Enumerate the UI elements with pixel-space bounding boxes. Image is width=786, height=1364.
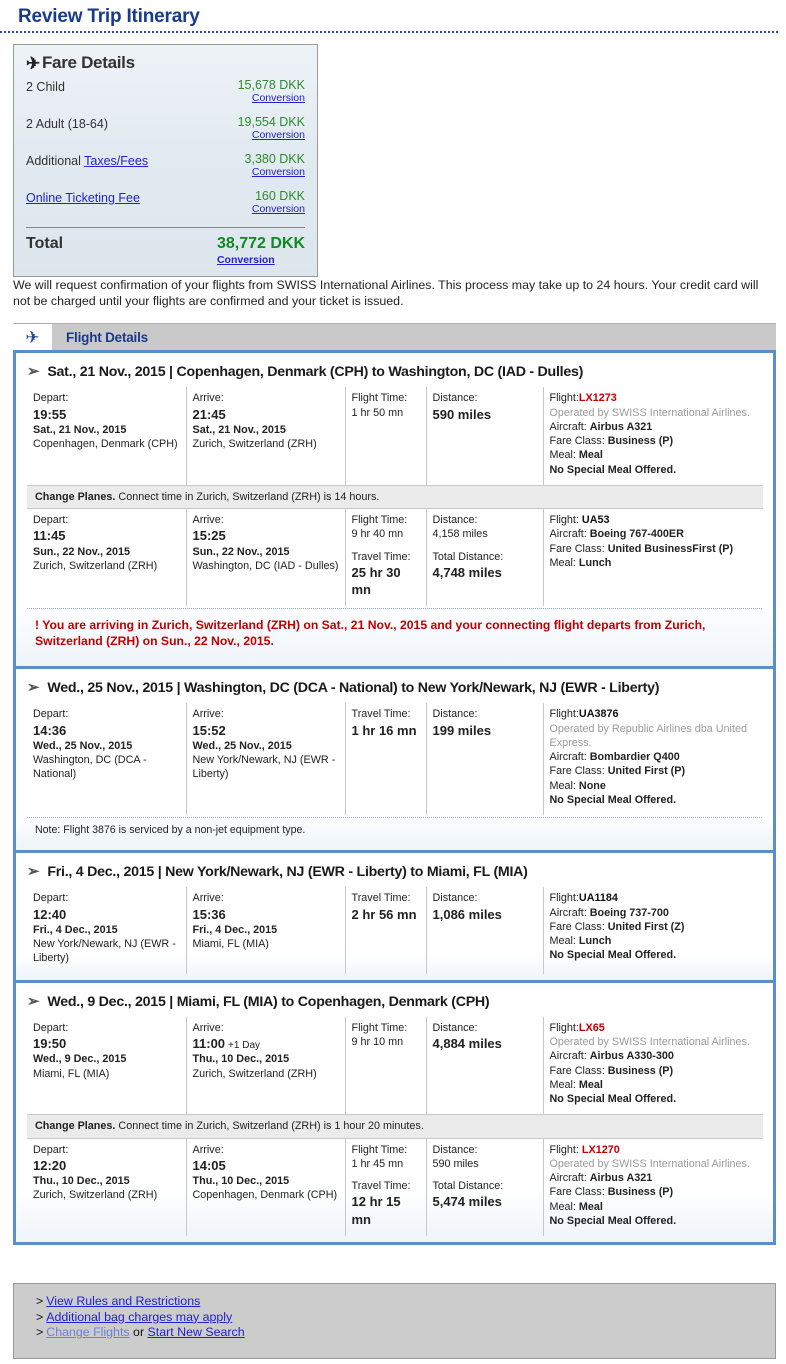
- view-rules-link[interactable]: View Rules and Restrictions: [46, 1294, 201, 1308]
- flight-label: Flight:: [549, 514, 582, 527]
- flight-segment-row: [27, 703, 763, 815]
- total-distance-label: Total Distance:: [432, 550, 504, 563]
- fare-class-value: Business (P): [607, 1186, 674, 1199]
- fare-total-row: [26, 235, 305, 266]
- flight-details-header: [13, 323, 776, 350]
- aircraft-label: Aircraft:: [549, 751, 590, 763]
- travel-time-value: 25 hr 30 mn: [351, 564, 401, 597]
- bullet-icon: >: [36, 1309, 44, 1324]
- flight-leg-title-text: Wed., 9 Dec., 2015 | Miami, FL (MIA) to Copenhagen, Denmark (CPH): [47, 993, 490, 1010]
- depart-date: Wed., 25 Nov., 2015: [33, 739, 133, 752]
- fare-details-heading: [26, 53, 305, 73]
- flight-segment-row: [27, 509, 763, 607]
- depart-time: 19:50: [33, 1036, 67, 1052]
- fare-row-label: 2 Adult (18-64): [26, 117, 108, 131]
- arrive-plus-day: +1 Day: [228, 1040, 261, 1052]
- fare-class-value: Business (P): [607, 435, 674, 448]
- fare-details-panel: [13, 44, 318, 277]
- or-text: or: [133, 1325, 145, 1340]
- conversion-link[interactable]: Conversion: [216, 254, 275, 266]
- arrive-time: 15:25: [192, 528, 226, 544]
- meal-value: Meal: [578, 1200, 603, 1213]
- flight-details-icon-cell: [13, 324, 53, 350]
- special-meal-note: No Special Meal Offered.: [549, 463, 677, 476]
- flight-segments-table: [27, 387, 763, 606]
- depart-date: Sat., 21 Nov., 2015: [33, 423, 127, 436]
- time-value: 9 hr 40 mn: [351, 528, 404, 541]
- operated-by: Operated by SWISS International Airlines.: [549, 1157, 750, 1170]
- depart-place: Zurich, Switzerland (ZRH): [33, 559, 158, 572]
- footer-row-bags: [36, 1310, 775, 1325]
- segment-time-cell: Flight Time: 9 hr 40 mn Travel Time: 25 hr 30 mn: [345, 509, 426, 607]
- meal-label: Meal:: [549, 1078, 579, 1091]
- depart-time: 11:45: [33, 528, 66, 544]
- distance-value: 199 miles: [432, 722, 492, 738]
- aircraft-value: Bombardier Q400: [589, 751, 680, 763]
- change-planes-text: Change Planes. Connect time in Zurich, Switzerland (ZRH) is 1 hour 20 minutes.: [27, 1115, 763, 1138]
- change-planes-row: [27, 1115, 763, 1138]
- taxes-fees-link[interactable]: Taxes/Fees: [84, 154, 149, 168]
- meal-value: Meal: [578, 449, 603, 462]
- segment-time-cell: Travel Time: 2 hr 56 mn: [345, 887, 426, 973]
- meal-label: Meal:: [549, 556, 579, 569]
- flight-leg: [16, 353, 773, 669]
- flight-number: UA53: [581, 514, 610, 527]
- fare-row-amount: 160 DKK: [254, 189, 305, 203]
- start-new-search-link[interactable]: Start New Search: [147, 1325, 245, 1340]
- travel-time-label: Travel Time:: [351, 1180, 411, 1193]
- flight-leg-title-text: Wed., 25 Nov., 2015 | Washington, DC (DCA - National) to New York/Newark, NJ (EWR - Liberty): [47, 679, 660, 696]
- flight-leg-title: [27, 677, 762, 703]
- fare-class-label: Fare Class:: [549, 435, 608, 448]
- distance-value: 590 miles: [432, 1157, 479, 1170]
- conversion-link[interactable]: Conversion: [251, 128, 305, 141]
- meal-label: Meal:: [549, 1200, 579, 1213]
- arrive-place: New York/Newark, NJ (EWR - Liberty): [192, 754, 336, 781]
- arrive-place: Zurich, Switzerland (ZRH): [192, 438, 317, 451]
- flight-label: Flight:: [549, 892, 579, 905]
- change-flights-link[interactable]: Change Flights: [46, 1325, 130, 1340]
- conversion-link[interactable]: Conversion: [251, 165, 305, 178]
- meal-label: Meal:: [549, 449, 579, 462]
- airplane-icon: ➢: [27, 992, 40, 1010]
- bullet-icon: >: [36, 1294, 44, 1308]
- fare-row-taxes: [26, 153, 305, 177]
- time-value: 1 hr 16 mn: [351, 722, 417, 738]
- meal-label: Meal:: [549, 779, 579, 792]
- special-meal-note: No Special Meal Offered.: [549, 1093, 677, 1106]
- flight-legs-container: [13, 350, 776, 1245]
- arrive-place: Miami, FL (MIA): [192, 938, 269, 951]
- arrive-date: Thu., 10 Dec., 2015: [192, 1053, 290, 1066]
- time-value: 1 hr 50 mn: [351, 406, 404, 419]
- distance-value: 590 miles: [432, 406, 492, 422]
- arrive-place: Zurich, Switzerland (ZRH): [192, 1067, 317, 1080]
- arrive-time: 15:36: [192, 906, 226, 922]
- fare-row-ticketing-fee: [26, 190, 305, 214]
- depart-time: 12:20: [33, 1157, 67, 1173]
- flight-label: Flight:: [549, 392, 579, 405]
- depart-date: Thu., 10 Dec., 2015: [33, 1175, 130, 1188]
- segment-depart-cell: Depart: 12:20 Thu., 10 Dec., 2015 Zurich, Switzerland (ZRH): [27, 1138, 186, 1236]
- segment-arrive-cell: Arrive: 21:45 Sat., 21 Nov., 2015 Zurich, Switzerland (ZRH): [186, 387, 345, 485]
- depart-place: Zurich, Switzerland (ZRH): [33, 1189, 158, 1202]
- distance-value: 4,158 miles: [432, 528, 488, 541]
- footer-links: [13, 1283, 776, 1359]
- aircraft-label: Aircraft:: [549, 1172, 590, 1185]
- segment-depart-cell: Depart: 19:50 Wed., 9 Dec., 2015 Miami, FL (MIA): [33, 1021, 127, 1080]
- footer-row-rules: [36, 1294, 775, 1309]
- depart-date: Wed., 9 Dec., 2015: [33, 1053, 127, 1066]
- flight-leg-title-text: Fri., 4 Dec., 2015 | New York/Newark, NJ (EWR - Liberty) to Miami, FL (MIA): [47, 864, 528, 880]
- segment-arrive-cell: Arrive: 15:36 Fri., 4 Dec., 2015 Miami, FL (MIA): [186, 887, 345, 973]
- change-planes-text: Change Planes. Connect time in Zurich, Switzerland (ZRH) is 14 hours.: [27, 485, 763, 508]
- aircraft-label: Aircraft:: [549, 420, 590, 433]
- arrive-date: Thu., 10 Dec., 2015: [192, 1175, 290, 1188]
- fare-row-amount: 15,678 DKK: [237, 78, 305, 92]
- page-title: Review Trip Itinerary: [0, 2, 778, 33]
- flight-details-panel: [13, 323, 776, 1245]
- segment-flight-cell: [543, 703, 763, 815]
- fare-total-amount: 38,772 DKK: [216, 235, 305, 252]
- fare-row-amount: 19,554 DKK: [237, 115, 305, 129]
- special-meal-note: No Special Meal Offered.: [549, 949, 677, 962]
- fare-total-label: Total: [26, 235, 64, 252]
- segment-time-cell: Flight Time: 1 hr 50 mn: [345, 387, 426, 485]
- depart-date: Sun., 22 Nov., 2015: [33, 545, 131, 558]
- online-ticketing-fee-link[interactable]: Online Ticketing Fee: [26, 191, 140, 205]
- segment-arrive-cell: Arrive: 11:00 +1 Day Thu., 10 Dec., 2015 Zurich, Switzerland (ZRH): [186, 1017, 345, 1115]
- total-distance-label: Total Distance:: [432, 1180, 504, 1193]
- arrive-place: Copenhagen, Denmark (CPH): [192, 1189, 338, 1202]
- segment-flight-cell: [543, 1017, 763, 1115]
- flight-number: LX1270: [581, 1143, 620, 1156]
- flight-leg-title-text: Sat., 21 Nov., 2015 | Copenhagen, Denmark (CPH) to Washington, DC (IAD - Dulles): [47, 364, 584, 380]
- arrive-time: 21:45: [192, 406, 226, 422]
- airplane-icon: ➢: [27, 863, 40, 880]
- aircraft-label: Aircraft:: [549, 1050, 590, 1063]
- flight-leg-title: [27, 991, 762, 1017]
- segment-flight-cell: [543, 509, 763, 607]
- fare-class-value: Business (P): [607, 1064, 674, 1077]
- flight-number: UA1184: [578, 892, 618, 905]
- change-planes-row: [27, 485, 763, 508]
- time-value: 1 hr 45 mn: [351, 1157, 404, 1170]
- segment-distance-cell: Distance: 590 miles: [426, 387, 543, 485]
- flight-leg-title: [27, 861, 762, 887]
- aircraft-value: Airbus A321: [589, 1172, 653, 1185]
- confirmation-notice: We will request confirmation of your flights from SWISS International Airlines. This process may take up to 24 hours. Your credit card will not be charged until your flights are confirmed and your ticket is issued.: [13, 278, 759, 308]
- segment-flight-cell: [543, 887, 763, 973]
- segment-arrive-cell: Arrive: 14:05 Thu., 10 Dec., 2015 Copenhagen, Denmark (CPH): [186, 1138, 345, 1236]
- time-value: 2 hr 56 mn: [351, 906, 417, 922]
- depart-place: Copenhagen, Denmark (CPH): [33, 438, 178, 451]
- segment-arrive-cell: Arrive: 15:52 Wed., 25 Nov., 2015 New York/Newark, NJ (EWR - Liberty): [186, 703, 345, 815]
- fare-class-value: United First (P): [607, 765, 686, 778]
- meal-value: None: [578, 779, 606, 792]
- fare-row-label-prefix: Additional: [26, 154, 85, 168]
- segment-time-cell: Travel Time: 1 hr 16 mn: [345, 703, 426, 815]
- operated-by: Operated by SWISS International Airlines.: [549, 1036, 750, 1049]
- footer-row-change: [36, 1325, 775, 1340]
- total-distance-value: 5,474 miles: [432, 1194, 502, 1210]
- meal-label: Meal:: [549, 935, 579, 948]
- fare-class-value: United First (Z): [607, 920, 685, 933]
- segment-flight-cell: [543, 1138, 763, 1236]
- flight-leg: [16, 669, 773, 853]
- fare-class-value: United BusinessFirst (P): [607, 542, 734, 555]
- segment-distance-cell: Distance: 590 miles Total Distance: 5,474 miles: [426, 1138, 543, 1236]
- flight-segment-row: [27, 1138, 763, 1236]
- flight-label: Flight:: [549, 708, 579, 721]
- divider: [26, 227, 305, 228]
- fare-row-amount: 3,380 DKK: [244, 152, 305, 166]
- conversion-link[interactable]: Conversion: [251, 91, 305, 104]
- fare-class-label: Fare Class:: [549, 542, 608, 555]
- airplane-icon: ✈: [25, 327, 40, 347]
- flight-details-title: Flight Details: [66, 329, 148, 345]
- flight-label: Flight:: [549, 1143, 582, 1156]
- segment-depart-cell: Depart: 11:45 Sun., 22 Nov., 2015 Zurich, Switzerland (ZRH): [27, 509, 186, 607]
- airplane-icon: ➢: [27, 678, 40, 696]
- segment-distance-cell: Distance: 199 miles: [426, 703, 543, 815]
- depart-time: 12:40: [33, 906, 67, 922]
- fare-row-label: 2 Child: [26, 80, 65, 94]
- operated-by: Operated by Republic Airlines dba United Express.: [549, 722, 747, 749]
- travel-time-value: 12 hr 15 mn: [351, 1194, 401, 1227]
- depart-time: 19:55: [33, 406, 67, 422]
- segment-time-cell: Flight Time: 9 hr 10 mn: [345, 1017, 426, 1115]
- bullet-icon: >: [36, 1325, 44, 1340]
- aircraft-value: Airbus A330-300: [589, 1050, 674, 1063]
- time-value: 9 hr 10 mn: [351, 1036, 404, 1049]
- arrive-time: 14:05: [192, 1157, 226, 1173]
- flight-segment-row: [27, 387, 763, 485]
- meal-value: Lunch: [578, 556, 612, 569]
- segment-distance-cell: Distance: 1,086 miles: [426, 887, 543, 973]
- flight-segment-row: [27, 1017, 763, 1115]
- segment-depart-cell: Depart: 12:40 Fri., 4 Dec., 2015 New York/Newark, NJ (EWR - Liberty): [33, 892, 176, 965]
- arrive-date: Wed., 25 Nov., 2015: [192, 739, 292, 752]
- segment-depart-cell: Depart: 14:36 Wed., 25 Nov., 2015 Washington, DC (DCA - National): [33, 708, 147, 781]
- depart-place: Washington, DC (DCA - National): [33, 754, 147, 781]
- arrive-date: Sun., 22 Nov., 2015: [192, 545, 290, 558]
- meal-value: Lunch: [578, 935, 612, 948]
- distance-value: 4,884 miles: [432, 1036, 502, 1052]
- segment-time-cell: Flight Time: 1 hr 45 mn Travel Time: 12 hr 15 mn: [345, 1138, 426, 1236]
- arrive-date: Fri., 4 Dec., 2015: [192, 923, 278, 936]
- fare-class-label: Fare Class:: [549, 1186, 608, 1199]
- distance-value: 1,086 miles: [432, 906, 502, 922]
- meal-value: Meal: [578, 1078, 603, 1091]
- arrive-date: Sat., 21 Nov., 2015: [192, 423, 286, 436]
- flight-label: Flight:: [549, 1021, 579, 1034]
- flight-segment-row: [27, 887, 763, 973]
- depart-place: Miami, FL (MIA): [33, 1067, 110, 1080]
- aircraft-label: Aircraft:: [549, 528, 590, 541]
- segment-depart-cell: Depart: 19:55 Sat., 21 Nov., 2015 Copenhagen, Denmark (CPH): [33, 392, 178, 451]
- flight-number: UA3876: [578, 708, 619, 721]
- flight-segments-table: [27, 703, 763, 815]
- total-distance-value: 4,748 miles: [432, 564, 502, 580]
- flight-segments-table: [27, 1017, 763, 1236]
- fare-class-label: Fare Class:: [549, 1064, 608, 1077]
- fare-row-adult: [26, 116, 305, 140]
- flight-number: LX1273: [578, 392, 617, 405]
- flight-number: LX65: [578, 1021, 605, 1034]
- airplane-icon: ✈: [26, 53, 40, 73]
- fare-row-child: [26, 79, 305, 103]
- depart-place: New York/Newark, NJ (EWR - Liberty): [33, 938, 176, 965]
- segment-distance-cell: Distance: 4,158 miles Total Distance: 4,748 miles: [426, 509, 543, 607]
- fare-class-label: Fare Class:: [549, 920, 608, 933]
- flight-segments-table: [27, 887, 763, 973]
- fare-class-label: Fare Class:: [549, 765, 608, 778]
- aircraft-value: Boeing 767-400ER: [589, 528, 684, 541]
- special-meal-note: No Special Meal Offered.: [549, 1214, 677, 1227]
- aircraft-value: Boeing 737-700: [589, 906, 669, 919]
- depart-date: Fri., 4 Dec., 2015: [33, 923, 118, 936]
- conversion-link[interactable]: Conversion: [251, 202, 305, 215]
- airplane-icon: ➢: [27, 363, 40, 380]
- bag-charges-link[interactable]: Additional bag charges may apply: [46, 1309, 233, 1324]
- arrive-place: Washington, DC (IAD - Dulles): [192, 559, 339, 572]
- segment-distance-cell: Distance: 4,884 miles: [426, 1017, 543, 1115]
- travel-time-label: Travel Time:: [351, 550, 411, 563]
- depart-time: 14:36: [33, 722, 67, 738]
- equipment-note: Note: Flight 3876 is serviced by a non-jet equipment type.: [27, 817, 762, 844]
- segment-flight-cell: [543, 387, 763, 485]
- flight-leg: [16, 983, 773, 1243]
- segment-arrive-cell: Arrive: 15:25 Sun., 22 Nov., 2015 Washington, DC (IAD - Dulles): [186, 509, 345, 607]
- flight-leg: [16, 853, 773, 983]
- operated-by: Operated by SWISS International Airlines.: [549, 406, 750, 419]
- connection-warning: ! You are arriving in Zurich, Switzerland (ZRH) on Sat., 21 Nov., 2015 and your connecting flight departs from Zurich, Switzerland (ZRH) on Sun., 22 Nov., 2015.: [27, 608, 762, 660]
- arrive-time: 11:00: [192, 1036, 226, 1052]
- aircraft-value: Airbus A321: [589, 420, 653, 433]
- aircraft-label: Aircraft:: [549, 906, 590, 919]
- special-meal-note: No Special Meal Offered.: [549, 793, 677, 806]
- fare-details-heading-label: Fare Details: [41, 53, 135, 72]
- arrive-time: 15:52: [192, 722, 226, 738]
- flight-leg-title: [27, 361, 762, 387]
